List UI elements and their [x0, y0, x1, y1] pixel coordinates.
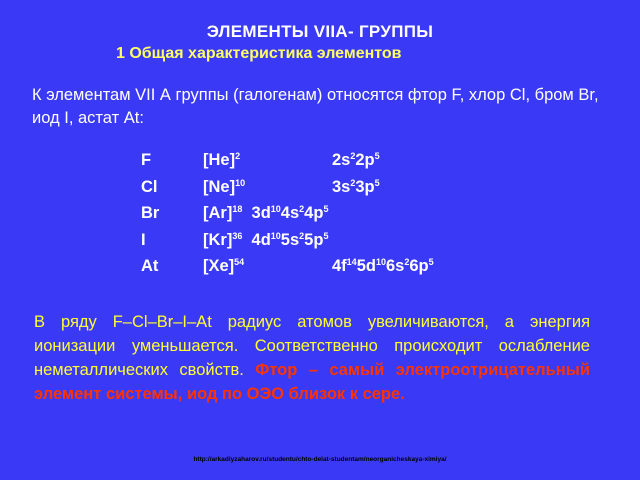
noble-gas-core: $[Kr]^{36}$ $4d^{10}5s^25p^5$ — [203, 230, 329, 249]
element-symbol: I — [141, 230, 146, 249]
element-symbol: F — [141, 151, 152, 169]
element-symbol: At — [141, 257, 159, 275]
valence-config: $4f^{14}5d^{10}6s^26p^5$ — [332, 257, 434, 275]
noble-gas-core: $[He]^2$ — [203, 151, 241, 169]
slide-subtitle: 1 Общая характеристика элементов — [116, 45, 402, 62]
noble-gas-core: $[Ne]^{10}$ — [203, 177, 246, 196]
valence-config: $2s^22p^5$ — [332, 151, 380, 169]
valence-config: $3s^23p^5$ — [332, 177, 380, 196]
trend-paragraph — [34, 310, 590, 406]
intro-text: К элементам VII А группы (галогенам) относятся фтор F, хлор Cl, бром Br, иод I, астат At: — [32, 86, 599, 127]
trend-text: В ряду F–Cl–Br–I–At радиус атомов увеличиваются, а энергия ионизации уменьшается. Соответственно происходит ослабление неметаллических свойств. — [34, 313, 590, 379]
element-symbol: Cl — [141, 177, 158, 196]
noble-gas-core: $[Xe]^{54}$ — [203, 257, 245, 275]
fluorine-emphasis: Фтор – самый электроотрицательный элемент системы, иод по ОЭО близок к сере. — [34, 361, 590, 403]
element-symbol: Br — [141, 204, 160, 222]
noble-gas-core: $[Ar]^{18}$ $3d^{10}4s^24p^5$ — [203, 204, 329, 222]
source-link[interactable]: http://arkadiyzaharov.ru/studentu/chto-delat-studentam/neorganicheskaya-ximiya/ — [193, 456, 447, 463]
slide-title: ЭЛЕМЕНТЫ VIIA- ГРУППЫ — [206, 22, 434, 41]
